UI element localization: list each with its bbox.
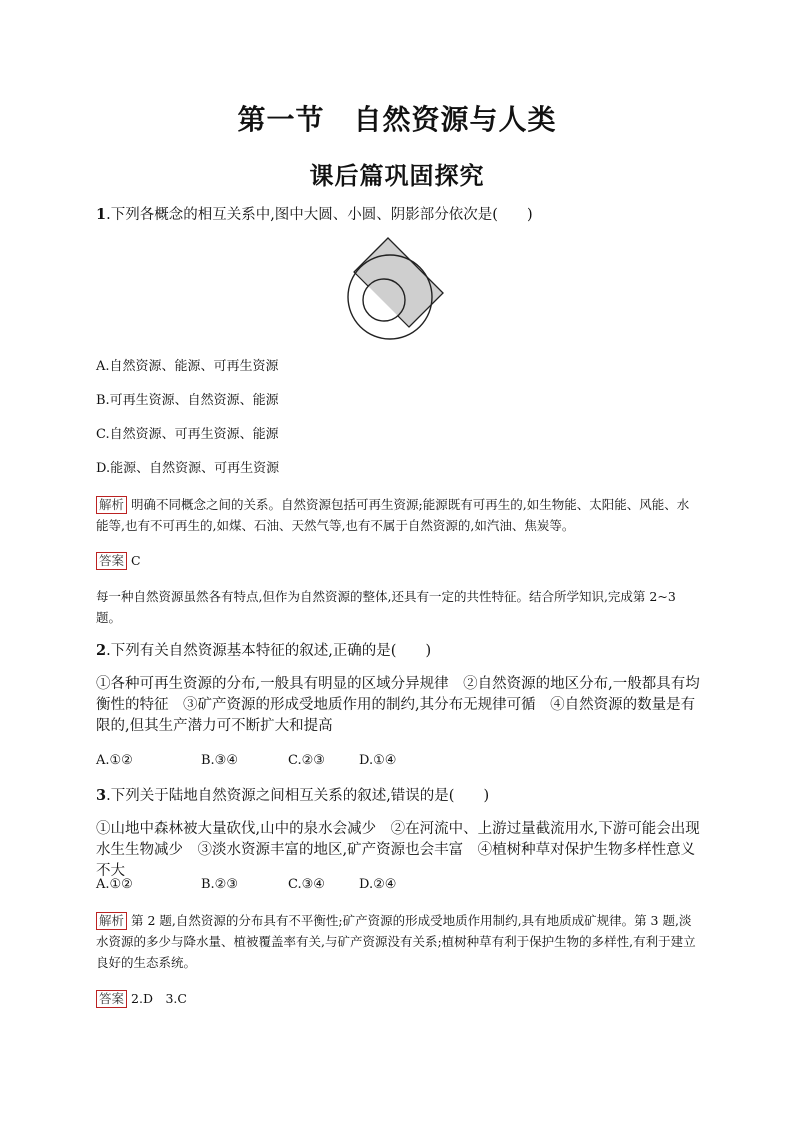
- page-title: 第一节 自然资源与人类: [237, 103, 557, 136]
- option-b[interactable]: B.②③: [201, 877, 238, 892]
- answer-1: [96, 550, 700, 571]
- question-3: [96, 786, 489, 806]
- question-number: 3: [96, 787, 107, 804]
- question-2-body: ①各种可再生资源的分布,一般具有明显的区域分异规律 ②自然资源的地区分布,一般都具有均衡性的特征 ③矿产资源的形成受地质作用的制约,其分布无规律可循 ④自然资源的数量是有限的,但其生产潜力可不断扩大和提高: [96, 676, 700, 734]
- analysis-text: 第 2 题,自然资源的分布具有不平衡性;矿产资源的形成受地质作用制约,具有地质成矿规律。第 3 题,淡水资源的多少与降水量、植被覆盖率有关,与矿产资源没有关系;植树种草有利于保护生物的多样性,有利于建立良好的生态系统。: [96, 913, 696, 970]
- option-c[interactable]: C.②③: [288, 753, 325, 768]
- answer-2-3: [96, 988, 700, 1009]
- option-b[interactable]: B.③④: [201, 753, 238, 768]
- analysis-1: [96, 494, 700, 536]
- option-a[interactable]: A.自然资源、能源、可再生资源: [96, 359, 279, 374]
- answer-text: C: [131, 553, 141, 568]
- answer-tag: 答案: [96, 552, 127, 570]
- analysis-2-3: [96, 910, 700, 973]
- question-number: 2: [96, 642, 107, 659]
- option-d[interactable]: D.能源、自然资源、可再生资源: [96, 461, 280, 476]
- intro-text: 每一种自然资源虽然各有特点,但作为自然资源的整体,还具有一定的共性特征。结合所学知识,完成第 2~3 题。: [96, 589, 676, 625]
- question-text: .下列有关自然资源基本特征的叙述,正确的是( ): [106, 643, 432, 659]
- page-subtitle: 课后篇巩固探究: [309, 161, 485, 190]
- option-d[interactable]: D.①④: [359, 753, 397, 768]
- analysis-tag: 解析: [96, 912, 127, 930]
- question-text: .下列关于陆地自然资源之间相互关系的叙述,错误的是( ): [106, 788, 490, 804]
- question-3-body: ①山地中森林被大量砍伐,山中的泉水会减少 ②在河流中、上游过量截流用水,下游可能会出现水生生物减少 ③淡水资源丰富的地区,矿产资源也会丰富 ④植树种草对保护生物多样性意义不大: [96, 821, 700, 879]
- option-a[interactable]: A.①②: [96, 753, 133, 768]
- option-c[interactable]: C.③④: [288, 877, 325, 892]
- analysis-text: 明确不同概念之间的关系。自然资源包括可再生资源;能源既有可再生的,如生物能、太阳能、风能、水能等,也有不可再生的,如煤、石油、天然气等,也有不属于自然资源的,如汽油、焦炭等。: [96, 497, 690, 533]
- venn-diagram: [340, 234, 452, 342]
- answer-text: 2.D 3.C: [131, 991, 187, 1006]
- question-text: .下列各概念的相互关系中,图中大圆、小圆、阴影部分依次是( ): [106, 207, 533, 223]
- question-2: [96, 641, 431, 661]
- option-c[interactable]: C.自然资源、可再生资源、能源: [96, 427, 279, 442]
- option-a[interactable]: A.①②: [96, 877, 133, 892]
- answer-tag: 答案: [96, 990, 127, 1008]
- option-b[interactable]: B.可再生资源、自然资源、能源: [96, 393, 279, 408]
- analysis-tag: 解析: [96, 496, 127, 514]
- option-d[interactable]: D.②④: [359, 877, 397, 892]
- question-number: 1: [96, 206, 107, 223]
- question-1: [96, 205, 533, 225]
